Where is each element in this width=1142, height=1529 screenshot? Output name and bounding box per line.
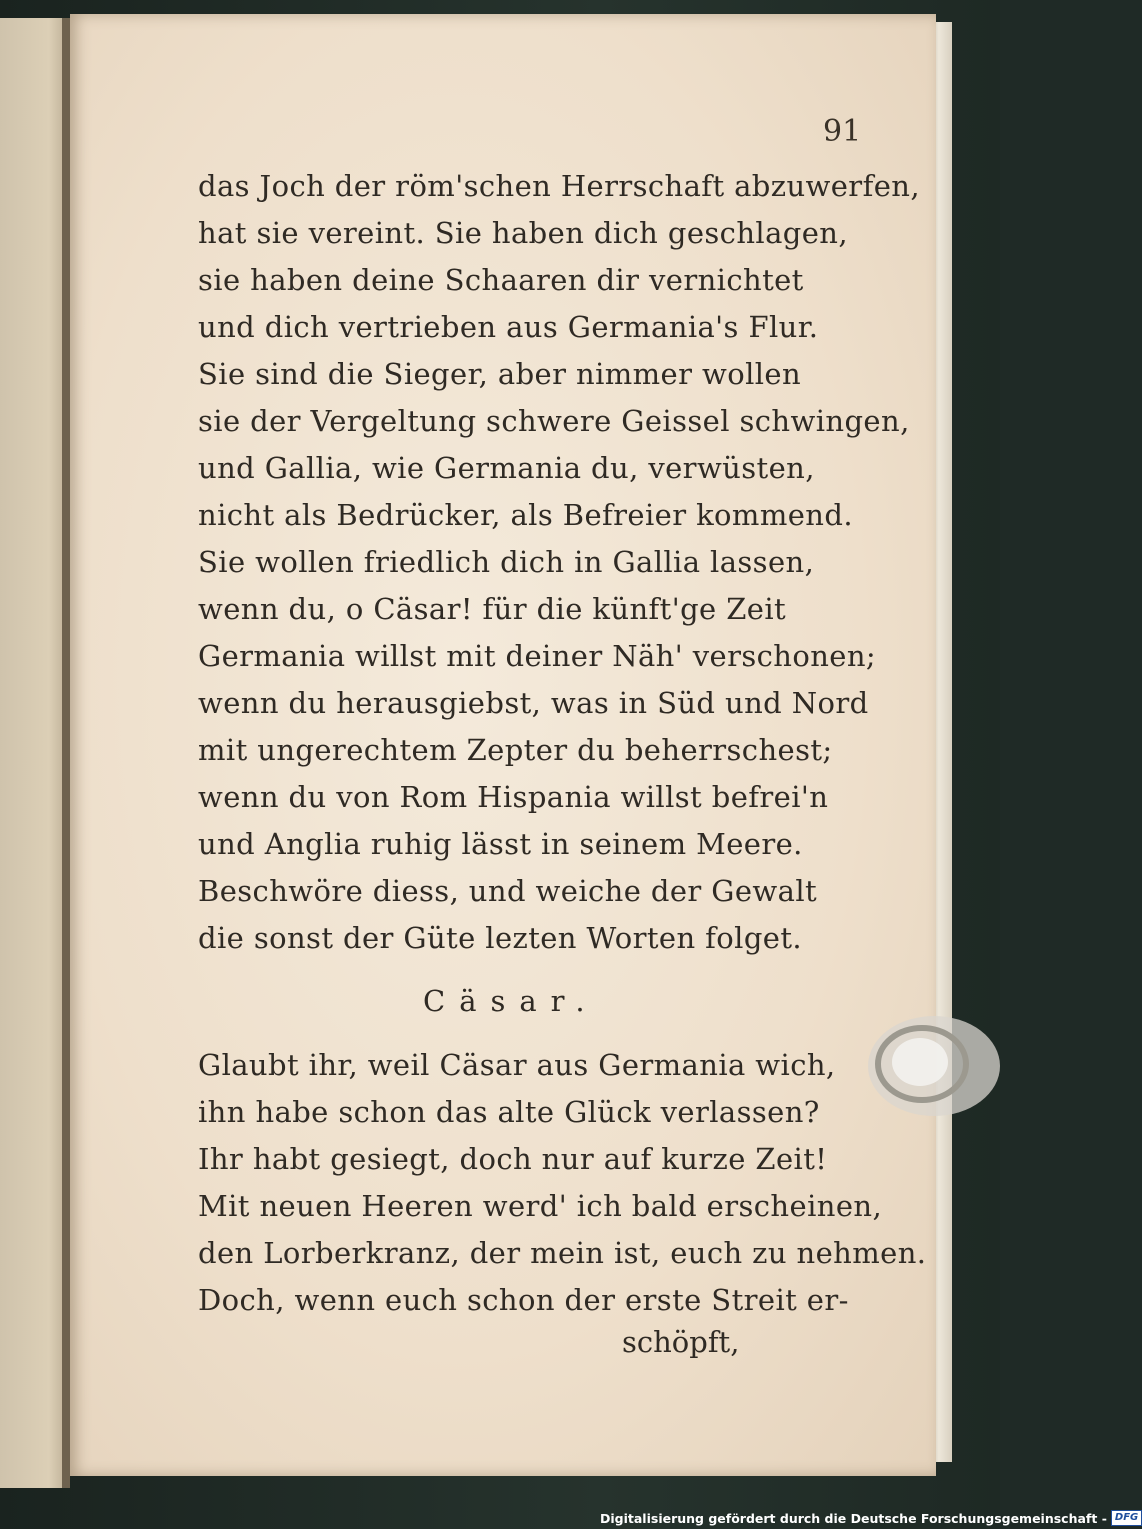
- verse-line: den Lorberkranz, der mein ist, euch zu nehmen.: [198, 1236, 927, 1270]
- catchword: schöpft,: [622, 1325, 740, 1359]
- verse-line: und Anglia ruhig lässt in seinem Meere.: [198, 827, 803, 861]
- page-number: 91: [823, 114, 862, 149]
- verse-line: sie haben deine Schaaren dir vernichtet: [198, 263, 804, 297]
- verse-line: wenn du von Rom Hispania willst befrei'n: [198, 780, 829, 814]
- verse-line: wenn du herausgiebst, was in Süd und Nord: [198, 686, 869, 720]
- speaker-heading: Cäsar.: [423, 984, 599, 1018]
- verse-line: Glaubt ihr, weil Cäsar aus Germania wich,: [198, 1048, 836, 1082]
- verse-line: Sie sind die Sieger, aber nimmer wollen: [198, 357, 802, 391]
- verse-line: Ihr habt gesiegt, doch nur auf kurze Zeit!: [198, 1142, 828, 1176]
- previous-page-edge: [0, 18, 70, 1488]
- verse-line: ihn habe schon das alte Glück verlassen?: [198, 1095, 820, 1129]
- verse-line: sie der Vergeltung schwere Geissel schwingen,: [198, 404, 910, 438]
- book-page: [70, 14, 936, 1476]
- verse-line: Germania willst mit deiner Näh' verschonen;: [198, 639, 877, 673]
- digitization-footer: [600, 1508, 1142, 1528]
- verse-line: hat sie vereint. Sie haben dich geschlagen,: [198, 216, 848, 250]
- verse-line: Doch, wenn euch schon der erste Streit er-: [198, 1283, 849, 1317]
- glass-page-weight-icon: [862, 1008, 1012, 1128]
- verse-line: das Joch der röm'schen Herrschaft abzuwerfen,: [198, 169, 920, 203]
- verse-line: nicht als Bedrücker, als Befreier kommend.: [198, 498, 853, 532]
- verse-line: Mit neuen Heeren werd' ich bald erscheinen,: [198, 1189, 883, 1223]
- verse-line: Sie wollen friedlich dich in Gallia lassen,: [198, 545, 815, 579]
- book-gutter: [62, 18, 70, 1488]
- verse-line: die sonst der Güte lezten Worten folget.: [198, 921, 803, 955]
- verse-line: Beschwöre diess, und weiche der Gewalt: [198, 874, 818, 908]
- funding-note: Digitalisierung gefördert durch die Deutsche Forschungsgemeinschaft -: [600, 1510, 1107, 1526]
- dfg-logo: DFG: [1111, 1510, 1142, 1526]
- verse-line: und Gallia, wie Germania du, verwüsten,: [198, 451, 815, 485]
- verse-line: mit ungerechtem Zepter du beherrschest;: [198, 733, 833, 767]
- verse-line: wenn du, o Cäsar! für die künft'ge Zeit: [198, 592, 787, 626]
- verse-line: und dich vertrieben aus Germania's Flur.: [198, 310, 819, 344]
